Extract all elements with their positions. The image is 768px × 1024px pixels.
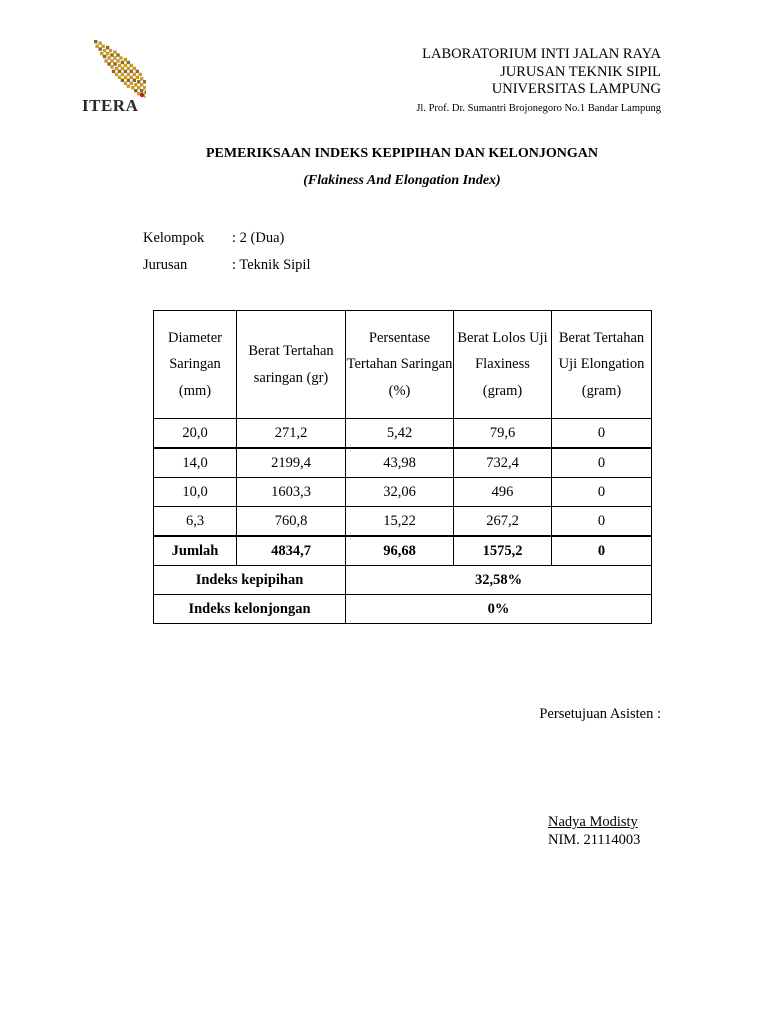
flakiness-index-row xyxy=(154,566,652,595)
cell-flakiness-pass: 267,2 xyxy=(454,507,552,537)
header-elongation-retained: Berat Tertahan Uji Elongation (gram) xyxy=(552,311,652,419)
header-retained-weight: Berat Tertahan saringan (gr) xyxy=(237,311,346,419)
lab-address: Jl. Prof. Dr. Sumantri Brojonegoro No.1 Bandar Lampung xyxy=(416,102,661,114)
table-row xyxy=(154,478,652,507)
info-group xyxy=(143,230,284,247)
info-value-group: : 2 (Dua) xyxy=(232,230,285,246)
flakiness-index-label: Indeks kepipihan xyxy=(154,566,346,595)
lab-header xyxy=(416,46,661,117)
info-label-group: Kelompok xyxy=(143,230,205,246)
table-header-row xyxy=(154,311,652,419)
lab-name: LABORATORIUM INTI JALAN RAYA xyxy=(422,46,661,62)
cell-elongation-retained: 0 xyxy=(552,507,652,537)
flakiness-index-value: 32,58% xyxy=(346,566,652,595)
itera-logo xyxy=(80,34,150,114)
cell-retained-weight: 271,2 xyxy=(237,419,346,449)
cell-flakiness-pass: 732,4 xyxy=(454,448,552,478)
cell-diameter: 20,0 xyxy=(154,419,237,449)
info-label-department: Jurusan xyxy=(143,257,188,273)
total-retained-weight: 4834,7 xyxy=(237,536,346,566)
cell-retained-percent: 32,06 xyxy=(346,478,454,507)
cell-retained-weight: 2199,4 xyxy=(237,448,346,478)
elongation-index-row xyxy=(154,595,652,624)
total-flakiness-pass: 1575,2 xyxy=(454,536,552,566)
cell-elongation-retained: 0 xyxy=(552,448,652,478)
total-elongation-retained: 0 xyxy=(552,536,652,566)
department-name: JURUSAN TEKNIK SIPIL xyxy=(500,63,661,80)
header-retained-percent: Persentase Tertahan Saringan (%) xyxy=(346,311,454,419)
cell-diameter: 6,3 xyxy=(154,507,237,537)
cell-diameter: 10,0 xyxy=(154,478,237,507)
assistant-approval-label: Persetujuan Asisten : xyxy=(539,706,661,722)
elongation-index-label: Indeks kelonjongan xyxy=(154,595,346,624)
cell-flakiness-pass: 79,6 xyxy=(454,419,552,449)
table-row xyxy=(154,419,652,449)
table-row xyxy=(154,448,652,478)
logo-text: ITERA xyxy=(82,96,139,115)
total-retained-percent: 96,68 xyxy=(346,536,454,566)
document-title: PEMERIKSAAN INDEKS KEPIPIHAN DAN KELONJONGAN xyxy=(205,146,599,161)
header-flakiness-pass: Berat Lolos Uji Flaxiness (gram) xyxy=(454,311,552,419)
cell-retained-weight: 1603,3 xyxy=(237,478,346,507)
university-name: UNIVERSITAS LAMPUNG xyxy=(491,81,661,97)
results-table xyxy=(153,310,652,624)
total-label: Jumlah xyxy=(154,536,237,566)
cell-retained-percent: 15,22 xyxy=(346,507,454,537)
info-value-department: : Teknik Sipil xyxy=(232,257,311,273)
info-department xyxy=(143,257,310,274)
cell-flakiness-pass: 496 xyxy=(454,478,552,507)
cell-retained-weight: 760,8 xyxy=(237,507,346,537)
cell-retained-percent: 5,42 xyxy=(346,419,454,449)
assistant-name: Nadya Modisty xyxy=(548,814,638,830)
cell-diameter: 14,0 xyxy=(154,448,237,478)
assistant-nim: NIM. 21114003 xyxy=(548,832,641,848)
table-row xyxy=(154,507,652,537)
cell-retained-percent: 43,98 xyxy=(346,448,454,478)
document-subtitle: (Flakiness And Elongation Index) xyxy=(303,173,501,188)
cell-elongation-retained: 0 xyxy=(552,419,652,449)
elongation-index-value: 0% xyxy=(346,595,652,624)
header-diameter: Diameter Saringan (mm) xyxy=(154,311,237,419)
table-total-row xyxy=(154,536,652,566)
sumatra-island-icon xyxy=(84,34,146,98)
signature-block xyxy=(548,813,640,849)
cell-elongation-retained: 0 xyxy=(552,478,652,507)
